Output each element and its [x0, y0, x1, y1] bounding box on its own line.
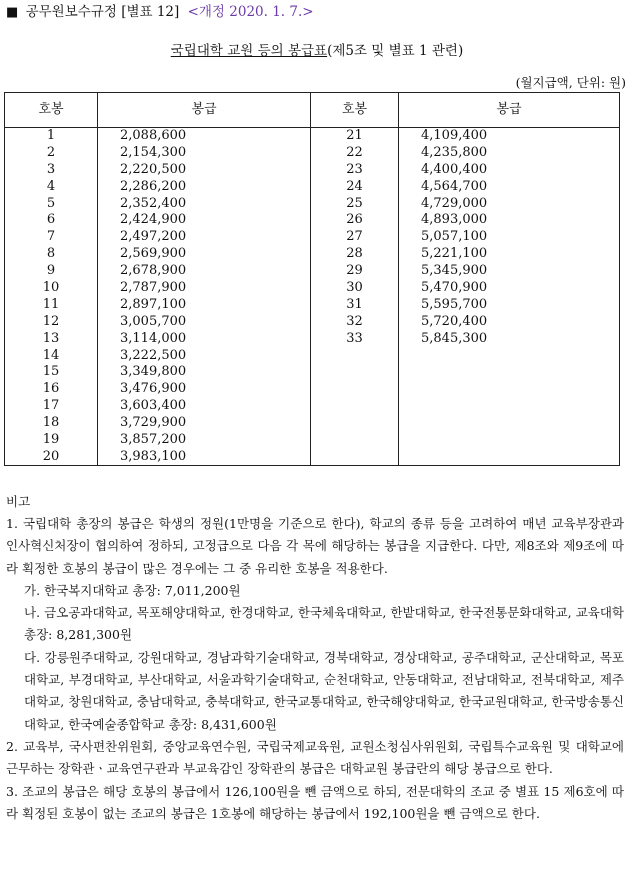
salary-cell: 5,595,700	[399, 296, 620, 313]
grade-cell	[311, 364, 399, 381]
grade-cell	[311, 381, 399, 398]
salary-cell: 2,154,300	[98, 144, 311, 161]
note-1-item-b: 나. 금오공과대학교, 목포해양대학교, 한경대학교, 한국체육대학교, 한밭대학교, 한국전통문화대학교, 교육대학 총장: 8,281,300원	[24, 605, 624, 643]
salary-cell	[399, 448, 620, 465]
table-row	[5, 178, 620, 195]
salary-cell: 5,845,300	[399, 330, 620, 347]
salary-cell: 4,109,400	[399, 128, 620, 145]
grade-cell	[311, 415, 399, 432]
grade-cell: 10	[5, 280, 98, 297]
grade-cell: 6	[5, 212, 98, 229]
grade-cell	[311, 398, 399, 415]
salary-table-body	[5, 128, 620, 466]
table-row	[5, 144, 620, 161]
grade-cell: 11	[5, 296, 98, 313]
salary-cell: 4,564,700	[399, 178, 620, 195]
table-header-row	[5, 93, 620, 128]
table-row	[5, 263, 620, 280]
grade-cell: 17	[5, 398, 98, 415]
grade-cell: 1	[5, 128, 98, 145]
salary-cell: 2,897,100	[98, 296, 311, 313]
salary-cell: 4,729,000	[399, 195, 620, 212]
note-2: 2. 교육부, 국사편찬위원회, 중앙교육연수원, 국립국제교육원, 교원소청심사위원회, 국립특수교육원 및 대학교에 근무하는 장학관ㆍ교육연구관과 부교육감인 장학관의 봉급은 대학교원 봉급란의 해당 봉급으로 한다.	[6, 738, 624, 777]
salary-cell	[399, 347, 620, 364]
table-row	[5, 195, 620, 212]
salary-cell	[399, 364, 620, 381]
salary-table	[4, 92, 620, 466]
grade-cell: 12	[5, 313, 98, 330]
table-row	[5, 398, 620, 415]
table-row	[5, 212, 620, 229]
bullet-square-icon: ■	[6, 5, 19, 20]
table-row	[5, 432, 620, 449]
grade-cell: 8	[5, 246, 98, 263]
grade-cell: 21	[311, 128, 399, 145]
grade-cell: 14	[5, 347, 98, 364]
appendix-label: [별표 12]	[121, 4, 180, 20]
salary-cell: 5,221,100	[399, 246, 620, 263]
grade-cell: 26	[311, 212, 399, 229]
page-title	[0, 41, 634, 61]
regulation-name: 공무원보수규정	[25, 4, 117, 20]
table-row	[5, 296, 620, 313]
salary-cell: 3,222,500	[98, 347, 311, 364]
title-note: (제5조 및 별표 1 관련)	[327, 43, 464, 59]
grade-cell: 16	[5, 381, 98, 398]
note-1: 1. 국립대학 총장의 봉급은 학생의 정원(1만명을 기준으로 한다), 학교의 종류 등을 고려하여 매년 교육부장관과 인사혁신처장이 협의하여 정하되, 고정급으로 다음 각 목에 해당하는 봉급을 지급한다. 다만, 제8조와 제9조에 따라 획정한 호봉의 봉급이 많은 경우에는 그 중 유리한 호봉을 적용한다.	[6, 516, 624, 576]
remarks-label: 비고	[6, 494, 31, 509]
grade-cell: 32	[311, 313, 399, 330]
salary-cell: 2,787,900	[98, 280, 311, 297]
salary-cell: 3,983,100	[98, 448, 311, 465]
salary-cell: 2,424,900	[98, 212, 311, 229]
grade-cell: 25	[311, 195, 399, 212]
salary-cell: 2,569,900	[98, 246, 311, 263]
salary-cell	[399, 381, 620, 398]
grade-cell: 33	[311, 330, 399, 347]
salary-cell: 5,057,100	[399, 229, 620, 246]
table-row	[5, 161, 620, 178]
salary-cell: 3,114,000	[98, 330, 311, 347]
salary-cell: 5,720,400	[399, 313, 620, 330]
table-row	[5, 330, 620, 347]
column-header-grade: 호봉	[311, 93, 399, 128]
salary-cell	[399, 398, 620, 415]
table-row	[5, 280, 620, 297]
grade-cell: 3	[5, 161, 98, 178]
salary-cell: 4,235,800	[399, 144, 620, 161]
salary-cell	[399, 415, 620, 432]
note-1-item-c: 다. 강릉원주대학교, 강원대학교, 경남과학기술대학교, 경북대학교, 경상대학교, 공주대학교, 군산대학교, 목포대학교, 부경대학교, 부산대학교, 서울과학기술대학교, 순천대학교, 안동대학교, 전남대학교, 전북대학교, 제주대학교, 창원대학교, 충남대학교, 충북대학교, 한국교통대학교, 한국해양대학교, 한국교원대학교, 한국방송통신대학교, 한국예술종합학교 총장: 8,431,600원	[24, 649, 624, 732]
grade-cell: 19	[5, 432, 98, 449]
salary-cell: 4,893,000	[399, 212, 620, 229]
grade-cell: 18	[5, 415, 98, 432]
grade-cell: 31	[311, 296, 399, 313]
grade-cell: 22	[311, 144, 399, 161]
table-row	[5, 364, 620, 381]
table-row	[5, 415, 620, 432]
grade-cell: 27	[311, 229, 399, 246]
grade-cell: 23	[311, 161, 399, 178]
title-main: 국립대학 교원 등의 봉급표	[170, 43, 328, 59]
table-row	[5, 347, 620, 364]
table-row	[5, 128, 620, 145]
note-3: 3. 조교의 봉급은 해당 호봉의 봉급에서 126,100원을 뺀 금액으로 하되, 전문대학의 조교 중 별표 15 제6호에 따라 획정된 호봉이 없는 조교의 봉급은 1호봉에 해당하는 봉급에서 192,100원을 뺀 금액으로 한다.	[6, 783, 624, 821]
unit-label: (월지급액, 단위: 원)	[515, 75, 626, 90]
grade-cell: 9	[5, 263, 98, 280]
grade-cell	[311, 448, 399, 465]
grade-cell: 29	[311, 263, 399, 280]
salary-cell: 3,603,400	[98, 398, 311, 415]
salary-cell: 3,476,900	[98, 381, 311, 398]
grade-cell	[311, 432, 399, 449]
grade-cell	[311, 347, 399, 364]
salary-cell: 2,678,900	[98, 263, 311, 280]
grade-cell: 5	[5, 195, 98, 212]
grade-cell: 4	[5, 178, 98, 195]
salary-cell: 2,088,600	[98, 128, 311, 145]
salary-cell: 4,400,400	[399, 161, 620, 178]
column-header-grade: 호봉	[5, 93, 98, 128]
salary-cell: 3,005,700	[98, 313, 311, 330]
table-row	[5, 448, 620, 465]
salary-cell: 5,345,900	[399, 263, 620, 280]
salary-cell: 3,729,900	[98, 415, 311, 432]
grade-cell: 7	[5, 229, 98, 246]
grade-cell: 13	[5, 330, 98, 347]
regulation-header	[6, 2, 314, 23]
grade-cell: 28	[311, 246, 399, 263]
amendment-date: <개정 2020. 1. 7.>	[187, 4, 314, 20]
grade-cell: 2	[5, 144, 98, 161]
grade-cell: 20	[5, 448, 98, 465]
salary-cell: 3,857,200	[98, 432, 311, 449]
table-row	[5, 246, 620, 263]
column-header-salary: 봉급	[98, 93, 311, 128]
salary-cell: 3,349,800	[98, 364, 311, 381]
column-header-salary: 봉급	[399, 93, 620, 128]
table-row	[5, 229, 620, 246]
salary-cell: 2,286,200	[98, 178, 311, 195]
salary-cell	[399, 432, 620, 449]
grade-cell: 15	[5, 364, 98, 381]
salary-cell: 2,497,200	[98, 229, 311, 246]
table-row	[5, 313, 620, 330]
grade-cell: 30	[311, 280, 399, 297]
grade-cell: 24	[311, 178, 399, 195]
note-1-item-a: 가. 한국복지대학교 총장: 7,011,200원	[24, 582, 241, 598]
salary-cell: 5,470,900	[399, 280, 620, 297]
salary-cell: 2,352,400	[98, 195, 311, 212]
remarks-section	[6, 493, 624, 825]
salary-cell: 2,220,500	[98, 161, 311, 178]
table-row	[5, 381, 620, 398]
